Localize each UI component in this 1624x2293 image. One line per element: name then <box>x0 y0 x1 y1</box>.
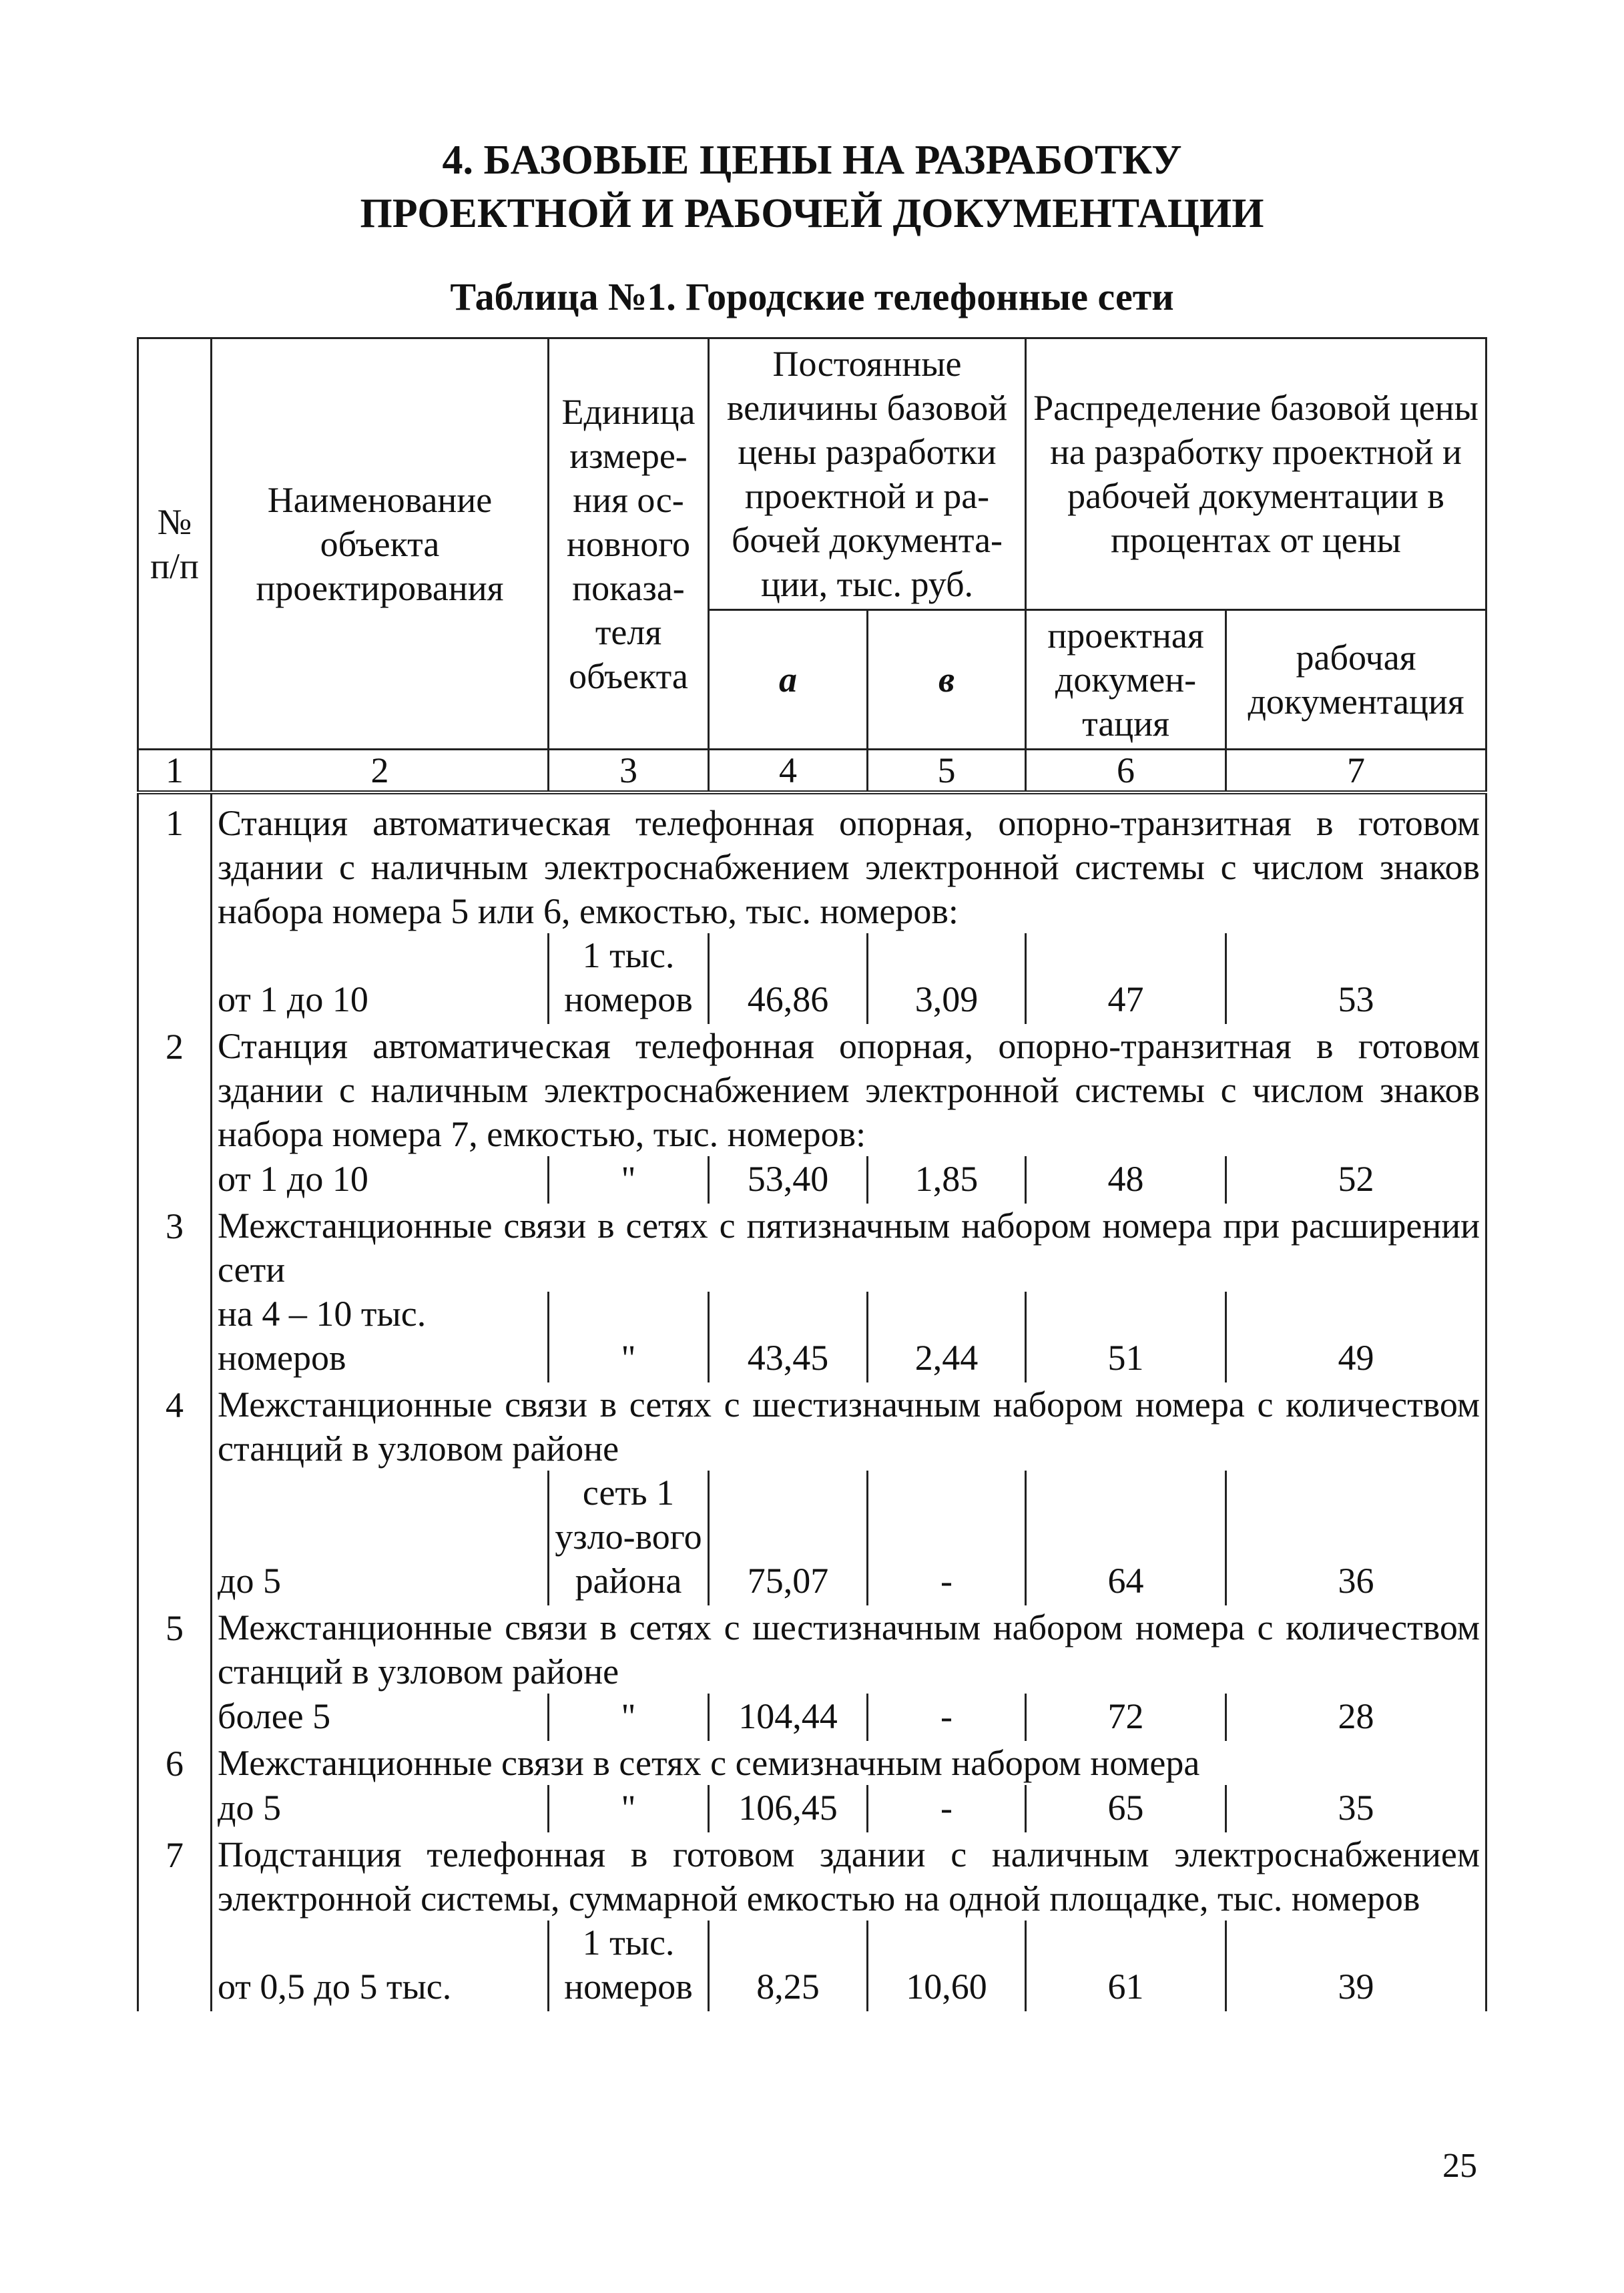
row-percent-working: 35 <box>1226 1785 1486 1832</box>
row-object-name: от 1 до 10 <box>212 1156 549 1204</box>
header-const: Постоянные величины базовой цены разработки проектной и ра-бочей документа-ции, тыс. руб. <box>709 338 1026 610</box>
row-object-name: более 5 <box>212 1694 549 1741</box>
row-description: Межстанционные связи в сетях с семизначным набором номера <box>212 1741 1486 1785</box>
column-number: 1 <box>138 750 212 793</box>
row-description: Межстанционные связи в сетях с шестизначным набором номера с количеством станций в узловом районе <box>212 1382 1486 1471</box>
header-b: в <box>868 610 1026 750</box>
row-unit: " <box>549 1694 709 1741</box>
row-object-name: от 1 до 10 <box>212 933 549 1024</box>
row-description: Подстанция телефонная в готовом здании с наличным электроснабжением электронной системы, суммарной емкостью на одной площадке, тыс. номеров <box>212 1832 1486 1921</box>
header-work: рабочая документация <box>1226 610 1486 750</box>
table-row <box>138 933 1486 1024</box>
table-row <box>138 1921 1486 2011</box>
row-description: Станция автоматическая телефонная опорная, опорно-транзитная в готовом здании с наличным электроснабжением электронной системы с числом знаков набора номера 5 или 6, емкостью, тыс. номеров: <box>212 792 1486 933</box>
column-number: 5 <box>868 750 1026 793</box>
row-value-b: - <box>868 1471 1026 1605</box>
column-number-row <box>138 750 1486 793</box>
row-percent-project: 72 <box>1026 1694 1226 1741</box>
row-percent-project: 47 <box>1026 933 1226 1024</box>
table-row <box>138 1156 1486 1204</box>
row-number: 6 <box>138 1741 212 1832</box>
table-row <box>138 1471 1486 1605</box>
column-number: 2 <box>212 750 549 793</box>
column-number: 6 <box>1026 750 1226 793</box>
section-heading-line-1: 4. БАЗОВЫЕ ЦЕНЫ НА РАЗРАБОТКУ <box>442 138 1182 183</box>
row-unit: " <box>549 1785 709 1832</box>
page-number: 25 <box>1442 2147 1477 2185</box>
row-percent-working: 39 <box>1226 1921 1486 2011</box>
row-value-b: 2,44 <box>868 1292 1026 1382</box>
row-value-b: 10,60 <box>868 1921 1026 2011</box>
row-description: Межстанционные связи в сетях с шестизначным набором номера с количеством станций в узловом районе <box>212 1605 1486 1694</box>
row-value-b: 1,85 <box>868 1156 1026 1204</box>
row-percent-project: 48 <box>1026 1156 1226 1204</box>
table-row-description <box>138 1382 1486 1471</box>
row-value-b: - <box>868 1694 1026 1741</box>
row-object-name: на 4 – 10 тыс. номеров <box>212 1292 549 1382</box>
row-unit: " <box>549 1156 709 1204</box>
row-number: 2 <box>138 1024 212 1204</box>
row-value-a: 43,45 <box>709 1292 868 1382</box>
row-percent-working: 36 <box>1226 1471 1486 1605</box>
row-percent-working: 28 <box>1226 1694 1486 1741</box>
row-unit: 1 тыс. номеров <box>549 933 709 1024</box>
column-number: 4 <box>709 750 868 793</box>
row-number: 1 <box>138 792 212 1024</box>
section-heading <box>0 134 1624 240</box>
row-object-name: до 5 <box>212 1785 549 1832</box>
header-name: Наименование объекта проектирования <box>212 338 549 750</box>
header-unit: Единица измере-ния ос-новного показа-теля объекта <box>549 338 709 750</box>
table-row <box>138 1785 1486 1832</box>
row-value-a: 53,40 <box>709 1156 868 1204</box>
header-proj: проектная докумен-тация <box>1026 610 1226 750</box>
table-row-description <box>138 1605 1486 1694</box>
row-value-a: 46,86 <box>709 933 868 1024</box>
section-heading-line-2: ПРОЕКТНОЙ И РАБОЧЕЙ ДОКУМЕНТАЦИИ <box>360 191 1264 236</box>
row-value-a: 106,45 <box>709 1785 868 1832</box>
table-row-description <box>138 792 1486 933</box>
row-unit: " <box>549 1292 709 1382</box>
row-unit: 1 тыс. номеров <box>549 1921 709 2011</box>
row-object-name: от 0,5 до 5 тыс. <box>212 1921 549 2011</box>
row-percent-project: 61 <box>1026 1921 1226 2011</box>
table-row-description <box>138 1832 1486 1921</box>
table-body <box>138 792 1486 2011</box>
row-value-b: - <box>868 1785 1026 1832</box>
table-row-description <box>138 1024 1486 1156</box>
row-percent-working: 53 <box>1226 933 1486 1024</box>
row-value-a: 8,25 <box>709 1921 868 2011</box>
table-row <box>138 1292 1486 1382</box>
table-header <box>138 338 1486 793</box>
row-percent-project: 64 <box>1026 1471 1226 1605</box>
row-number: 3 <box>138 1204 212 1382</box>
row-percent-working: 52 <box>1226 1156 1486 1204</box>
row-percent-project: 51 <box>1026 1292 1226 1382</box>
table-row-description <box>138 1741 1486 1785</box>
row-value-b: 3,09 <box>868 933 1026 1024</box>
header-num: № п/п <box>138 338 212 750</box>
row-number: 5 <box>138 1605 212 1741</box>
row-description: Станция автоматическая телефонная опорная, опорно-транзитная в готовом здании с наличным электроснабжением электронной системы с числом знаков набора номера 7, емкостью, тыс. номеров: <box>212 1024 1486 1156</box>
row-unit: сеть 1 узло-вого района <box>549 1471 709 1605</box>
row-number: 7 <box>138 1832 212 2011</box>
column-number: 7 <box>1226 750 1486 793</box>
table-row <box>138 1694 1486 1741</box>
row-percent-working: 49 <box>1226 1292 1486 1382</box>
row-percent-project: 65 <box>1026 1785 1226 1832</box>
header-a: а <box>709 610 868 750</box>
row-description: Межстанционные связи в сетях с пятизначным набором номера при расширении сети <box>212 1204 1486 1292</box>
header-dist: Распределение базовой цены на разработку проектной и рабочей документации в процентах от цены <box>1026 338 1486 610</box>
row-number: 4 <box>138 1382 212 1605</box>
table-row-description <box>138 1204 1486 1292</box>
row-object-name: до 5 <box>212 1471 549 1605</box>
column-number: 3 <box>549 750 709 793</box>
table-caption: Таблица №1. Городские телефонные сети <box>450 275 1174 318</box>
row-value-a: 104,44 <box>709 1694 868 1741</box>
prices-table <box>137 337 1487 2011</box>
row-value-a: 75,07 <box>709 1471 868 1605</box>
